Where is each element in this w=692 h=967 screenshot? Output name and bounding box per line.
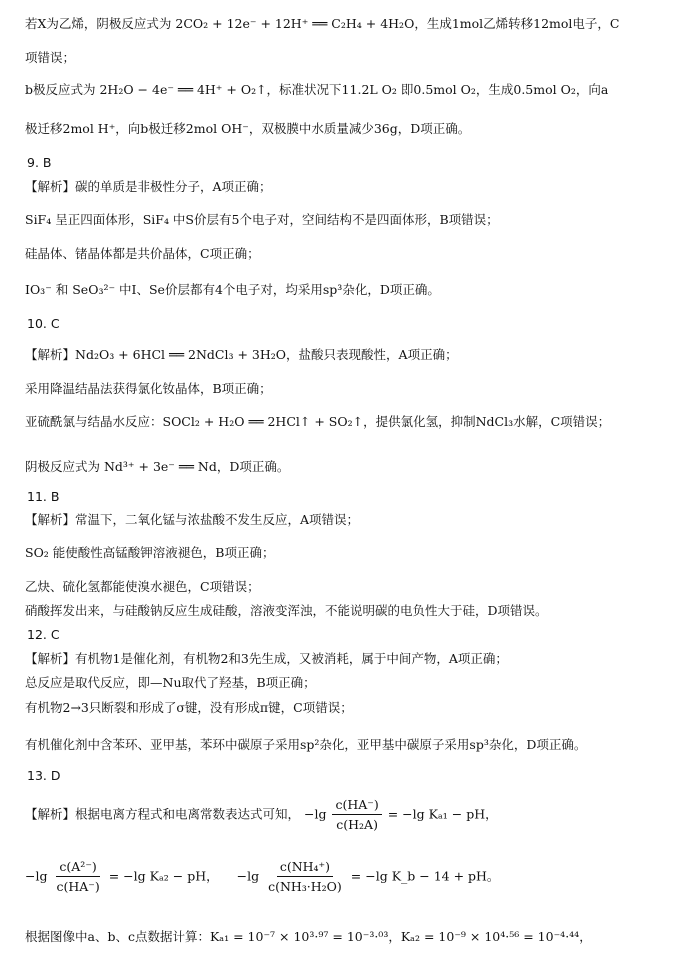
neg-log: −lg xyxy=(236,868,260,884)
text-line: 有机催化剂中含苯环、亚甲基，苯环中碳原子采用sp²杂化，亚甲基中碳原子采用sp³杂化，D项正确。 xyxy=(25,737,587,752)
fraction xyxy=(265,858,345,895)
fraction-numerator: c(NH₄⁺) xyxy=(277,858,333,877)
question-number: 12. C xyxy=(27,627,60,642)
text-line: 【解析】有机物1是催化剂，有机物2和3先生成，又被消耗，属于中间产物，A项正确； xyxy=(25,651,508,666)
text-line: 硝酸挥发出来，与硅酸钠反应生成硅酸，溶液变浑浊，不能说明碳的电负性大于硅，D项错误。 xyxy=(25,603,548,618)
text-line: 【解析】常温下，二氧化锰与浓盐酸不发生反应，A项错误； xyxy=(25,512,360,527)
text-line: 【解析】Nd₂O₃ + 6HCl ══ 2NdCl₃ + 3H₂O，盐酸只表现酸性，A项正确； xyxy=(25,347,458,362)
fraction-denominator: c(NH₃·H₂O) xyxy=(268,879,342,894)
neg-log: −lg xyxy=(25,868,48,884)
neg-log: −lg xyxy=(304,806,327,822)
formula-rhs: = −lg K_b − 14 + pH。 xyxy=(350,868,500,884)
text-line: 亚硫酰氯与结晶水反应：SOCl₂ + H₂O ══ 2HCl↑ + SO₂↑，提供氯化氢，抑制NdCl₃水解，C项错误； xyxy=(25,414,611,429)
fraction xyxy=(53,858,102,895)
text-line: IO₃⁻ 和 SeO₃²⁻ 中I、Se价层都有4个电子对，均采用sp³杂化，D项正确。 xyxy=(25,282,440,297)
text-line: SiF₄ 呈正四面体形，SiF₄ 中S价层有5个电子对，空间结构不是四面体形，B项错误； xyxy=(25,212,499,227)
fraction xyxy=(332,796,381,833)
question-number: 10. C xyxy=(27,316,60,331)
fraction-numerator: c(HA⁻) xyxy=(332,796,381,815)
formula-line xyxy=(25,858,499,895)
text-line: 【解析】碳的单质是非极性分子，A项正确； xyxy=(25,179,272,194)
text-line: 极迁移2mol H⁺，向b极迁移2mol OH⁻，双极膜中水质量减少36g，D项正确。 xyxy=(25,121,471,136)
fraction-numerator: c(A²⁻) xyxy=(56,858,99,877)
question-number: 13. D xyxy=(27,768,61,783)
text-line: 乙炔、硫化氢都能使溴水褪色，C项错误； xyxy=(25,579,260,594)
text-line: 项错误； xyxy=(25,50,76,65)
formula-rhs: = −lg Kₐ₂ − pH， xyxy=(108,868,219,884)
text-line: 硅晶体、锗晶体都是共价晶体，C项正确； xyxy=(25,246,260,261)
text-line: 总反应是取代反应，即—Nu取代了羟基，B项正确； xyxy=(25,675,316,690)
text-line: 根据图像中a、b、c点数据计算：Kₐ₁ = 10⁻⁷ × 10³·⁹⁷ = 10⁻³·⁰³，Kₐ₂ = 10⁻⁹ × 10⁴·⁵⁶ = 10⁻⁴·⁴⁴， xyxy=(25,929,592,944)
text-line: SO₂ 能使酸性高锰酸钾溶液褪色，B项正确； xyxy=(25,545,275,560)
text-line: 有机物2→3只断裂和形成了σ键，没有形成π键，C项错误； xyxy=(25,700,353,715)
text-line: 若X为乙烯，阴极反应式为 2CO₂ + 12e⁻ + 12H⁺ ══ C₂H₄ + 4H₂O，生成1mol乙烯转移12mol电子，C xyxy=(25,16,620,31)
text-line: 阴极反应式为 Nd³⁺ + 3e⁻ ══ Nd，D项正确。 xyxy=(25,459,290,474)
explanation-text: 【解析】根据电离方程式和电离常数表达式可知， xyxy=(25,806,301,822)
question-number: 9. B xyxy=(27,155,52,170)
question-number: 11. B xyxy=(27,489,60,504)
formula-rhs: = −lg Kₐ₁ − pH， xyxy=(387,806,498,822)
text-line: 采用降温结晶法获得氯化钕晶体，B项正确； xyxy=(25,381,272,396)
fraction-denominator: c(H₂A) xyxy=(336,817,378,832)
text-line: b极反应式为 2H₂O − 4e⁻ ══ 4H⁺ + O₂↑，标准状况下11.2L O₂ 即0.5mol O₂，生成0.5mol O₂，向a xyxy=(25,82,609,97)
fraction-denominator: c(HA⁻) xyxy=(56,879,100,894)
formula-line xyxy=(25,796,498,833)
